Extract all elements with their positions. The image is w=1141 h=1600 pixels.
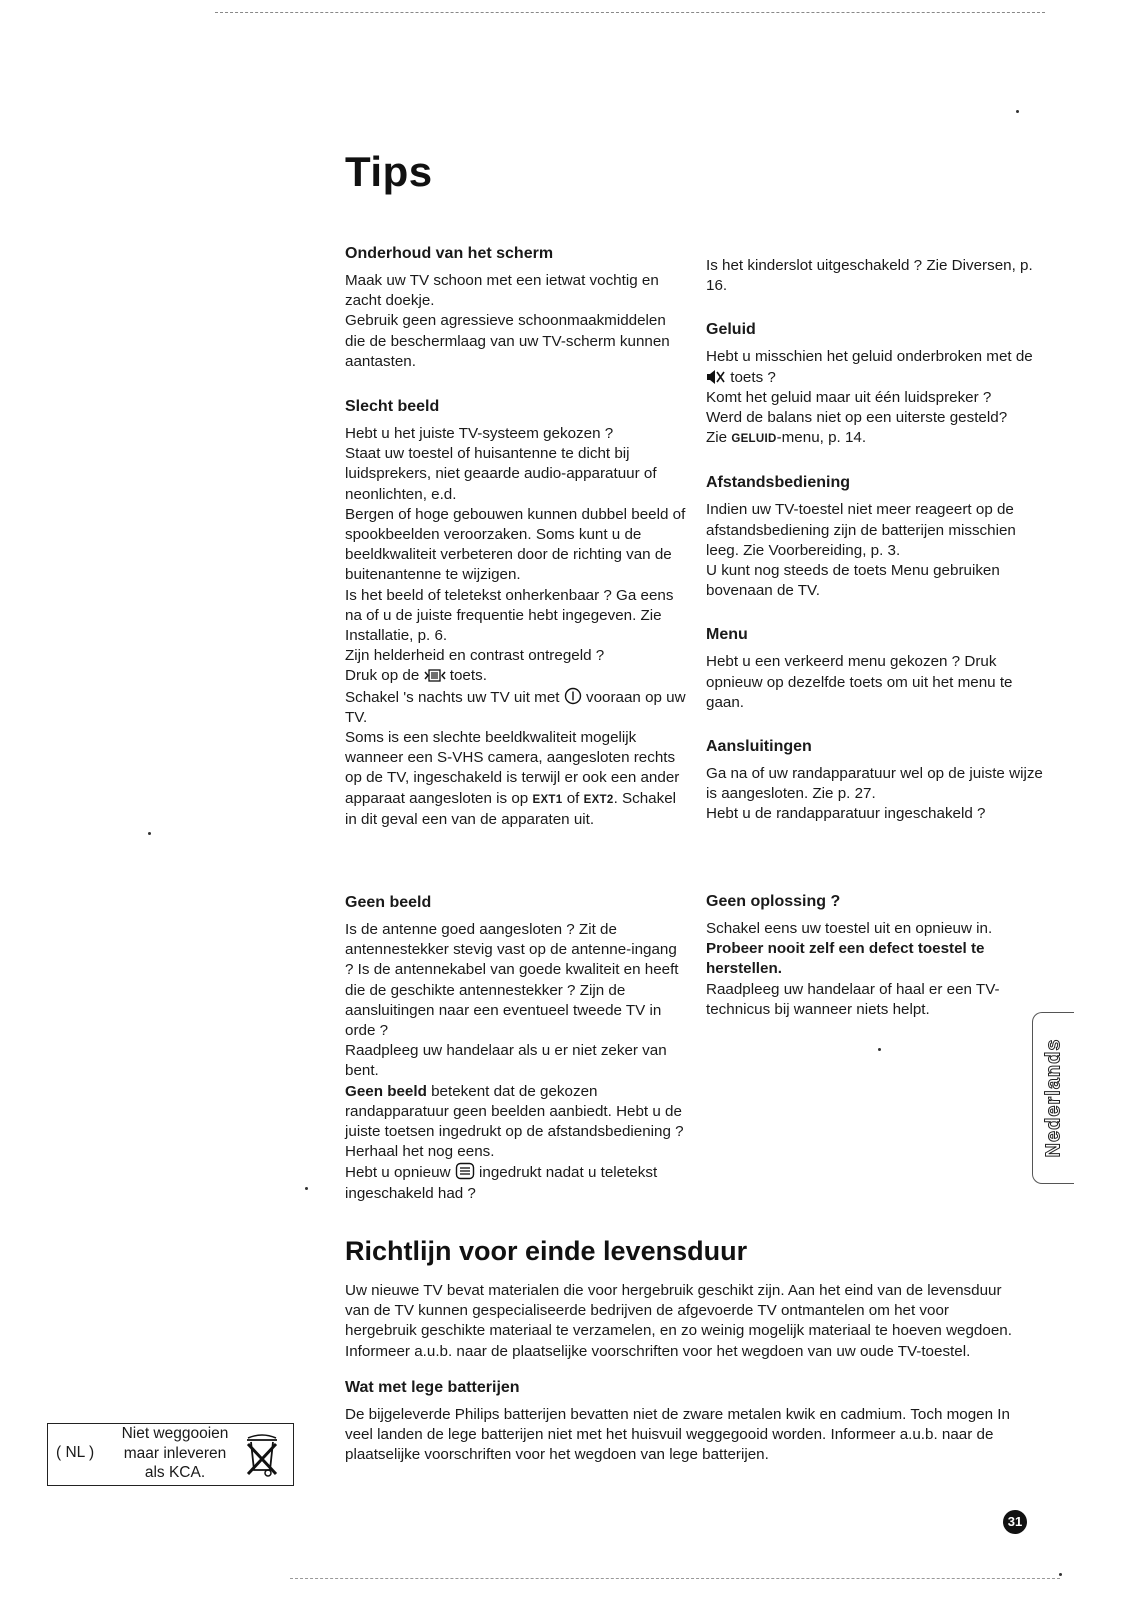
crossed-bin-icon xyxy=(244,1430,280,1480)
end-of-life-heading: Richtlijn voor einde levensduur xyxy=(345,1236,748,1266)
text: -menu, p. 14. xyxy=(776,429,867,447)
section-heading: Afstandsbediening xyxy=(706,474,851,492)
top-scan-rule xyxy=(215,12,1045,13)
scan-speck xyxy=(305,1187,308,1190)
paragraph: Hebt u het juiste TV-systeem gekozen ? xyxy=(345,425,614,443)
bottom-scan-rule xyxy=(290,1578,1060,1579)
section-kinderslot xyxy=(706,256,1048,296)
paragraph xyxy=(706,347,1048,387)
left-column xyxy=(345,244,687,830)
kca-disposal-box xyxy=(47,1423,294,1486)
section-heading: Geen beeld xyxy=(345,894,432,911)
teletext-icon xyxy=(455,1162,475,1180)
paragraph: Is de antenne goed aangesloten ? Zit de antennestekker stevig vast op de antenne-ingang ? Is de antennekabel van goede kwaliteit en heeft die de geschikte antennestekker ? Zijn de aansluitingen naar een eventueel tweede TV in orde ? xyxy=(345,921,679,1040)
language-tab xyxy=(1032,1012,1074,1184)
section-heading: Menu xyxy=(706,626,748,644)
section-menu xyxy=(706,625,1048,713)
kca-line: Niet weggooien xyxy=(121,1425,229,1442)
right-column-bottom xyxy=(706,892,1048,1020)
paragraph xyxy=(345,728,687,830)
paragraph xyxy=(345,666,687,686)
text: Schakel 's nachts uw TV uit met xyxy=(345,688,560,706)
section-aansluitingen xyxy=(706,737,1048,825)
warning-paragraph: Probeer nooit zelf een defect toestel te herstellen. xyxy=(706,940,985,978)
paragraph: Zijn helderheid en contrast ontregeld ? xyxy=(345,647,605,665)
paragraph: Komt het geluid maar uit één luidspreker ? xyxy=(706,388,992,406)
batteries-heading: Wat met lege batterijen xyxy=(345,1378,520,1396)
left-column-bottom xyxy=(345,893,687,1204)
paragraph: U kunt nog steeds de toets Menu gebruiken bovenaan de TV. xyxy=(706,562,1000,600)
picture-toets-icon xyxy=(424,668,446,683)
text: . Schakel in dit geval een van de apparaten uit. xyxy=(345,789,677,828)
text: of xyxy=(566,789,580,807)
country-code: ( NL ) xyxy=(56,1444,95,1461)
ext1-label: EXT1 xyxy=(532,793,563,806)
text: Druk op de xyxy=(345,667,420,685)
paragraph: Raadpleeg uw handelaar of haal er een TV-technicus bij wanneer niets helpt. xyxy=(706,980,1000,1018)
section-heading: Slecht beeld xyxy=(345,398,440,416)
paragraph: Gebruik geen agressieve schoonmaakmiddelen die de beschermlaag van uw TV-scherm kunnen aantasten. xyxy=(345,312,670,370)
paragraph: Bergen of hoge gebouwen kunnen dubbel beeld of spookbeelden veroorzaken. Soms kunt u de beeldkwaliteit verbeteren door de richting van de buitenantenne te wijzigen. xyxy=(345,505,686,584)
text: toets. xyxy=(449,667,487,685)
section-slecht-beeld xyxy=(345,397,687,830)
paragraph xyxy=(706,428,1048,449)
kca-text xyxy=(110,1424,240,1483)
page-title: Tips xyxy=(345,148,433,195)
paragraph: Hebt u een verkeerd menu gekozen ? Druk opnieuw op dezelfde toets om uit het menu te gaan. xyxy=(706,653,1013,711)
section-heading: Geen oplossing ? xyxy=(706,893,841,910)
geluid-menu-label: GELUID xyxy=(731,433,777,446)
section-afstandsbediening xyxy=(706,473,1048,601)
section-heading: Geluid xyxy=(706,321,756,339)
end-of-life-section xyxy=(345,1281,1020,1465)
section-geen-oplossing xyxy=(706,892,1048,1020)
paragraph: Ga na of uw randapparatuur wel op de juiste wijze is aangesloten. Zie p. 27. xyxy=(706,765,1043,803)
paragraph: Is het kinderslot uitgeschakeld ? Zie Diversen, p. 16. xyxy=(706,257,1033,295)
text: vooraan op uw TV. xyxy=(345,688,686,726)
scan-speck xyxy=(1016,110,1019,113)
mute-icon xyxy=(706,369,726,385)
kca-line: maar inleveren xyxy=(123,1444,227,1462)
power-icon xyxy=(564,687,582,705)
text: Hebt u opnieuw xyxy=(345,1164,451,1182)
section-heading: Aansluitingen xyxy=(706,738,812,756)
section-heading: Onderhoud van het scherm xyxy=(345,245,554,262)
paragraph: Werd de balans niet op een uiterste gesteld? xyxy=(706,409,1008,427)
paragraph: Hebt u de randapparatuur ingeschakeld ? xyxy=(706,805,986,823)
paragraph: Maak uw TV schoon met een ietwat vochtig en zacht doekje. xyxy=(345,272,659,310)
text: ingedrukt nadat u teletekst ingeschakeld had ? xyxy=(345,1164,658,1202)
paragraph: Raadpleeg uw handelaar als u er niet zeker van bent. xyxy=(345,1042,667,1080)
ext2-label: EXT2 xyxy=(583,793,614,806)
paragraph xyxy=(345,1082,687,1163)
paragraph: Is het beeld of teletekst onherkenbaar ? Ga eens na of u de juiste frequentie hebt ingegeven. Zie Installatie, p. 6. xyxy=(345,586,674,645)
text: betekent dat de gekozen randapparatuur geen beelden aanbiedt. Hebt u de juiste toetsen ingedrukt op de afstandsbediening ? Herhaal het nog eens. xyxy=(345,1082,684,1161)
text: toets ? xyxy=(730,368,776,386)
paragraph: De bijgeleverde Philips batterijen bevatten niet de zware metalen kwik en cadmium. Toch mogen In veel landen de lege batterijen niet met het huisvuil weggegooid worden. Informeer a.u.b. naar de plaatselijke voorschriften voor het wegdoen van lege batterijen. xyxy=(345,1405,1010,1464)
section-onderhoud xyxy=(345,244,687,372)
kca-line: als KCA. xyxy=(144,1464,206,1481)
paragraph: Uw nieuwe TV bevat materialen die voor hergebruik geschikt zijn. Aan het eind van de levensduur van de TV kunnen gespecialiseerde bedrijven de afgevoerde TV ontmantelen om het voor hergebruik geschikte materiaal te verzamelen, en zo weinig mogelijk materiaal te hoeven wegdoen. Informeer a.u.b. naar de plaatselijke voorschriften voor het wegdoen van uw oude TV-toestel. xyxy=(345,1282,1012,1360)
paragraph xyxy=(345,687,687,728)
text: Soms is een slechte beeldkwaliteit mogelijk wanneer een S-VHS camera, aangesloten rechts op de TV, ingeschakeld is terwijl er ook een ander apparaat aangesloten is op xyxy=(345,729,680,807)
scan-speck xyxy=(148,832,151,835)
scan-speck xyxy=(1059,1573,1062,1576)
right-column xyxy=(706,256,1048,825)
text: Zie xyxy=(706,429,728,447)
page-number: 31 xyxy=(1003,1510,1027,1534)
paragraph: Schakel eens uw toestel uit en opnieuw in. xyxy=(706,920,993,937)
scan-speck xyxy=(878,1048,881,1051)
section-geen-beeld xyxy=(345,893,687,1204)
paragraph: Staat uw toestel of huisantenne te dicht bij luidsprekers, niet geaarde audio-apparatuur of neonlichten, e.d. xyxy=(345,445,657,503)
paragraph: Indien uw TV-toestel niet meer reageert op de afstandsbediening zijn de batterijen misschien leeg. Zie Voorbereiding, p. 3. xyxy=(706,501,1016,559)
paragraph xyxy=(345,1162,687,1203)
language-tab-label: Nederlands xyxy=(1042,1038,1064,1158)
text: Hebt u misschien het geluid onderbroken met de xyxy=(706,348,1033,366)
bold-text: Geen beeld xyxy=(345,1082,427,1100)
section-geluid xyxy=(706,320,1048,449)
